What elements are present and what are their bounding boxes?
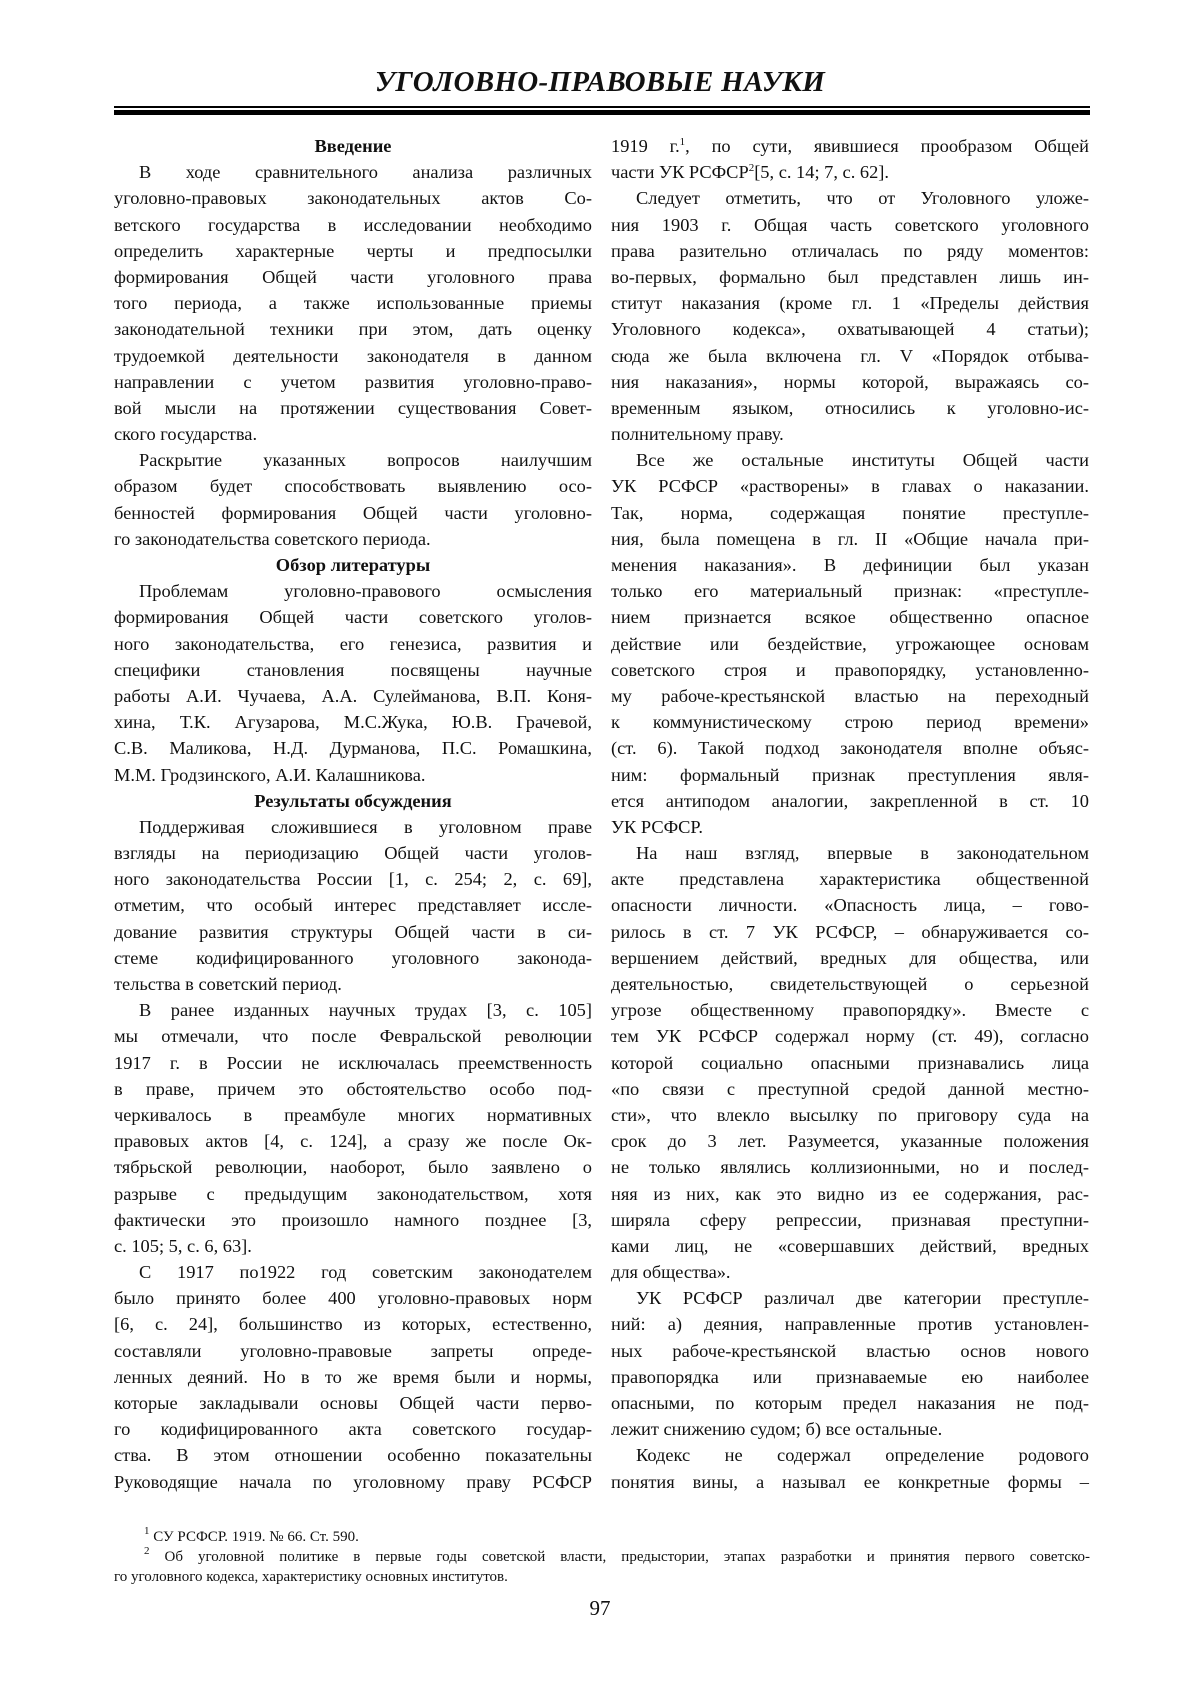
text-line: го кодифицированного акта советского государ- bbox=[114, 1416, 592, 1442]
text-line: к коммунистическому строю период времени» bbox=[611, 709, 1089, 735]
footnote-line bbox=[114, 1547, 1090, 1567]
footnote-line bbox=[114, 1527, 1090, 1547]
footnote-mark: 1 bbox=[144, 1525, 150, 1537]
text-line: хина, Т.К. Агузарова, М.С.Жука, Ю.В. Грачевой, bbox=[114, 709, 592, 735]
text-line bbox=[611, 159, 1089, 185]
footnote-mark: 2 bbox=[144, 1545, 150, 1557]
left-column bbox=[114, 133, 592, 1495]
text-line: Поддерживая сложившиеся в уголовном праве bbox=[114, 814, 592, 840]
text-line: права разительно отличалась по ряду моментов: bbox=[611, 238, 1089, 264]
text-line: действие или бездействие, угрожающее основам bbox=[611, 631, 1089, 657]
footnote-text: СУ РСФСР. 1919. № 66. Ст. 590. bbox=[153, 1529, 359, 1545]
text-line: М.М. Гродзинского, А.И. Калашникова. bbox=[114, 762, 592, 788]
text-line: взгляды на периодизацию Общей части уголов- bbox=[114, 840, 592, 866]
text-line: ния, была помещена в гл. II «Общие начала при- bbox=[611, 526, 1089, 552]
text-line: тябрьской революции, наоборот, было заявлено о bbox=[114, 1154, 592, 1180]
header-rule-thick bbox=[114, 110, 1090, 115]
text-line: опасности личности. «Опасность лица, – гово- bbox=[611, 892, 1089, 918]
text-line: уголовно-правовых законодательных актов Со- bbox=[114, 185, 592, 211]
text-line: образом будет способствовать выявлению осо- bbox=[114, 473, 592, 499]
text-line: которой социально опасными признавались лица bbox=[611, 1050, 1089, 1076]
text-line: [6, с. 24], большинство из которых, естественно, bbox=[114, 1311, 592, 1337]
section-heading: Введение bbox=[114, 133, 592, 159]
text-line: ного законодательства, его генезиса, развития и bbox=[114, 631, 592, 657]
text-line: Кодекс не содержал определение родового bbox=[611, 1442, 1089, 1468]
text-segment: , по сути, явившиеся прообразом Общей bbox=[685, 136, 1089, 156]
text-line: не только являлись коллизионными, но и послед- bbox=[611, 1154, 1089, 1180]
right-column bbox=[611, 133, 1089, 1495]
text-line: Уголовного кодекса», охватывающей 4 статьи); bbox=[611, 316, 1089, 342]
text-line: законодательной техники при этом, дать оценку bbox=[114, 316, 592, 342]
text-line: УК РСФСР «растворены» в главах о наказании. bbox=[611, 473, 1089, 499]
header-rule-thin bbox=[114, 106, 1090, 108]
text-line bbox=[611, 133, 1089, 159]
section-title: УГОЛОВНО-ПРАВОВЫЕ НАУКИ bbox=[0, 66, 1200, 99]
text-line: Следует отметить, что от Уголовного уложе- bbox=[611, 185, 1089, 211]
paragraph bbox=[114, 159, 592, 447]
text-line: полнительному праву. bbox=[611, 421, 1089, 447]
text-line: ния 1903 г. Общая часть советского уголовного bbox=[611, 212, 1089, 238]
paragraph bbox=[611, 185, 1089, 447]
text-line: деятельностью, свидетельствующей о серьезной bbox=[611, 971, 1089, 997]
text-line: ния наказания», нормы которой, выражаясь со- bbox=[611, 369, 1089, 395]
text-line: менения наказания». В дефиниции был указан bbox=[611, 552, 1089, 578]
text-line: Раскрытие указанных вопросов наилучшим bbox=[114, 447, 592, 473]
text-line: понятия вины, а называл ее конкретные формы – bbox=[611, 1469, 1089, 1495]
text-line: ского государства. bbox=[114, 421, 592, 447]
footnote-ref: 1 bbox=[680, 136, 686, 148]
text-line: нием признается всякое общественно опасное bbox=[611, 604, 1089, 630]
text-line: правопорядка или признаваемые ею наиболее bbox=[611, 1364, 1089, 1390]
text-line: правовых актов [4, с. 124], а сразу же после Ок- bbox=[114, 1128, 592, 1154]
text-segment: [5, с. 14; 7, с. 62]. bbox=[754, 162, 889, 182]
paragraph bbox=[114, 997, 592, 1259]
paragraph bbox=[114, 447, 592, 552]
paragraph bbox=[114, 1259, 592, 1495]
text-line: работы А.И. Чучаева, А.А. Сулейманова, В.П. Коня- bbox=[114, 683, 592, 709]
text-line: (ст. 6). Такой подход законодателя вполне объяс- bbox=[611, 735, 1089, 761]
text-line: «по связи с преступной средой данной местно- bbox=[611, 1076, 1089, 1102]
text-line: рилось в ст. 7 УК РСФСР, – обнаруживается со- bbox=[611, 919, 1089, 945]
footnote-ref: 2 bbox=[749, 162, 755, 174]
section-heading: Результаты обсуждения bbox=[114, 788, 592, 814]
text-line: формирования Общей части уголовного права bbox=[114, 264, 592, 290]
text-line: ства. В этом отношении особенно показательны bbox=[114, 1442, 592, 1468]
paragraph bbox=[611, 447, 1089, 840]
text-line: ками лиц, не «совершавших действий, вредных bbox=[611, 1233, 1089, 1259]
text-line: ститут наказания (кроме гл. 1 «Пределы действия bbox=[611, 290, 1089, 316]
text-line: стеме кодифицированного уголовного законода- bbox=[114, 945, 592, 971]
text-line: тем УК РСФСР содержал норму (ст. 49), согласно bbox=[611, 1023, 1089, 1049]
footnote-line bbox=[114, 1567, 1090, 1587]
text-line: формирования Общей части советского уголов- bbox=[114, 604, 592, 630]
text-line: Все же остальные институты Общей части bbox=[611, 447, 1089, 473]
paragraph bbox=[611, 840, 1089, 1285]
text-line: составляли уголовно-правовые запреты опреде- bbox=[114, 1338, 592, 1364]
text-line: тельства в советский период. bbox=[114, 971, 592, 997]
text-line: советского строя и правопорядку, установленно- bbox=[611, 657, 1089, 683]
text-line: ленных деяний. Но в то же время были и нормы, bbox=[114, 1364, 592, 1390]
text-segment: части УК РСФСР bbox=[611, 162, 749, 182]
footnote-text: Об уголовной политике в первые годы советской власти, предыстории, этапах разработки и принятия первого советско- bbox=[165, 1549, 1090, 1565]
text-line: сюда же была включена гл. V «Порядок отбыва- bbox=[611, 343, 1089, 369]
text-line: ветского государства в исследовании необходимо bbox=[114, 212, 592, 238]
text-line: опасными, по которым предел наказания не под- bbox=[611, 1390, 1089, 1416]
text-line: того периода, а также использованные приемы bbox=[114, 290, 592, 316]
text-line: ного законодательства России [1, с. 254; 2, с. 69], bbox=[114, 866, 592, 892]
text-line: ний: а) деяния, направленные против установлен- bbox=[611, 1311, 1089, 1337]
paragraph bbox=[114, 814, 592, 997]
paragraph bbox=[114, 578, 592, 788]
text-line: определить характерные черты и предпосылки bbox=[114, 238, 592, 264]
text-line: временным языком, относились к уголовно-ис- bbox=[611, 395, 1089, 421]
text-line: В ранее изданных научных трудах [3, с. 105] bbox=[114, 997, 592, 1023]
text-line: вершением действий, вредных для общества, или bbox=[611, 945, 1089, 971]
text-line: во-первых, формально был представлен лишь ин- bbox=[611, 264, 1089, 290]
text-line: в праве, причем это обстоятельство особо под- bbox=[114, 1076, 592, 1102]
paragraph bbox=[611, 133, 1089, 185]
text-line: специфики становления посвящены научные bbox=[114, 657, 592, 683]
text-line: черкивалось в преамбуле многих нормативных bbox=[114, 1102, 592, 1128]
text-line: го законодательства советского периода. bbox=[114, 526, 592, 552]
footnote-text: го уголовного кодекса, характеристику основных институтов. bbox=[114, 1569, 508, 1585]
text-line: вой мысли на протяжении существования Совет- bbox=[114, 395, 592, 421]
text-line: для общества». bbox=[611, 1259, 1089, 1285]
text-line: фактически это произошло намного позднее [3, bbox=[114, 1207, 592, 1233]
text-line: УК РСФСР. bbox=[611, 814, 1089, 840]
text-line: было принято более 400 уголовно-правовых норм bbox=[114, 1285, 592, 1311]
text-line: лежит снижению судом; б) все остальные. bbox=[611, 1416, 1089, 1442]
paragraph bbox=[611, 1285, 1089, 1442]
text-line: Так, норма, содержащая понятие преступле- bbox=[611, 500, 1089, 526]
text-line: с. 105; 5, с. 6, 63]. bbox=[114, 1233, 592, 1259]
text-line: акте представлена характеристика общественной bbox=[611, 866, 1089, 892]
text-line: ширяла сферу репрессии, признавая преступни- bbox=[611, 1207, 1089, 1233]
text-line: только его материальный признак: «преступле- bbox=[611, 578, 1089, 604]
text-line: направлении с учетом развития уголовно-право- bbox=[114, 369, 592, 395]
text-line: С.В. Маликова, Н.Д. Дурманова, П.С. Ромашкина, bbox=[114, 735, 592, 761]
text-line: В ходе сравнительного анализа различных bbox=[114, 159, 592, 185]
text-line: С 1917 по1922 год советским законодателем bbox=[114, 1259, 592, 1285]
text-line: ним: формальный признак преступления явля- bbox=[611, 762, 1089, 788]
text-line: На наш взгляд, впервые в законодательном bbox=[611, 840, 1089, 866]
text-segment: 1919 г. bbox=[611, 136, 680, 156]
text-line: Руководящие начала по уголовному праву РСФСР bbox=[114, 1469, 592, 1495]
text-line: отметим, что особый интерес представляет иссле- bbox=[114, 892, 592, 918]
text-line: ется антиподом аналогии, закрепленной в ст. 10 bbox=[611, 788, 1089, 814]
text-line: срок до 3 лет. Разумеется, указанные положения bbox=[611, 1128, 1089, 1154]
text-line: трудоемкой деятельности законодателя в данном bbox=[114, 343, 592, 369]
text-line: Проблемам уголовно-правового осмысления bbox=[114, 578, 592, 604]
text-line: 1917 г. в России не исключалась преемственность bbox=[114, 1050, 592, 1076]
text-line: которые закладывали основы Общей части перво- bbox=[114, 1390, 592, 1416]
text-line: мы отмечали, что после Февральской революции bbox=[114, 1023, 592, 1049]
text-line: УК РСФСР различал две категории преступле- bbox=[611, 1285, 1089, 1311]
text-line: угрозе общественному правопорядку». Вместе с bbox=[611, 997, 1089, 1023]
page-number: 97 bbox=[0, 1596, 1200, 1621]
text-line: сти», что влекло высылку по приговору суда на bbox=[611, 1102, 1089, 1128]
paragraph bbox=[611, 1442, 1089, 1494]
text-line: разрыве с предыдущим законодательством, хотя bbox=[114, 1181, 592, 1207]
text-line: няя из них, как это видно из ее содержания, рас- bbox=[611, 1181, 1089, 1207]
text-line: ных рабоче-крестьянской властью основ нового bbox=[611, 1338, 1089, 1364]
text-line: дование развития структуры Общей части в си- bbox=[114, 919, 592, 945]
footnotes bbox=[114, 1527, 1090, 1587]
text-line: бенностей формирования Общей части уголовно- bbox=[114, 500, 592, 526]
text-line: му рабоче-крестьянской властью на переходный bbox=[611, 683, 1089, 709]
section-heading: Обзор литературы bbox=[114, 552, 592, 578]
